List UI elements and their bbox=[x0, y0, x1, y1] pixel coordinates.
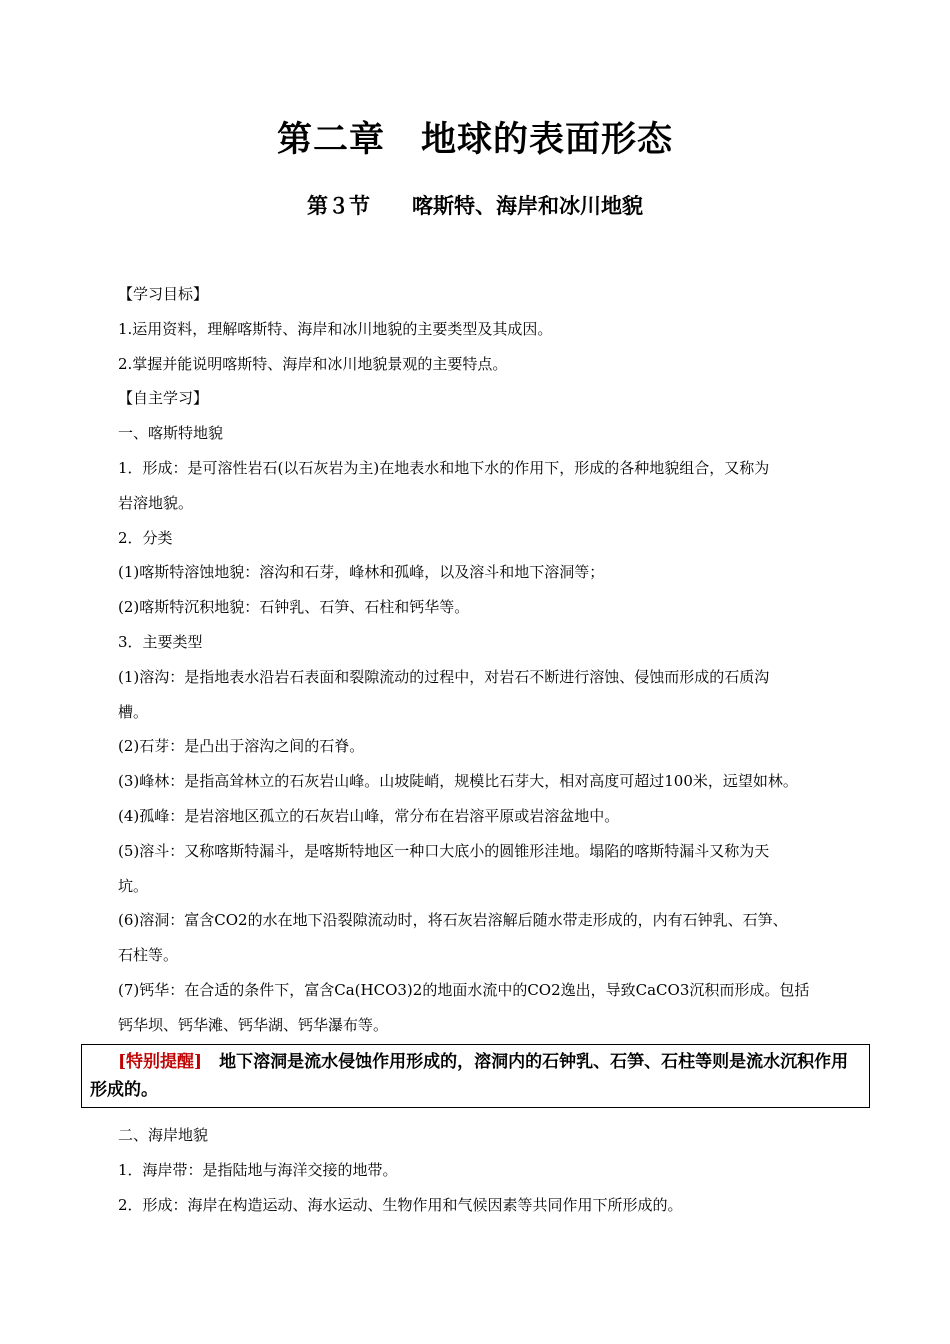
text-line: (2)喀斯特沉积地貌：石钟乳、石笋、石柱和钙华等。 bbox=[118, 598, 470, 617]
text-line: 坑。 bbox=[118, 876, 149, 895]
text-line: 2.掌握并能说明喀斯特、海岸和冰川地貌景观的主要特点。 bbox=[118, 354, 508, 373]
text-line: (1)溶沟：是指地表水沿岩石表面和裂隙流动的过程中，对岩石不断进行溶蚀、侵蚀而形成的石质沟 bbox=[118, 667, 770, 686]
text-line: 3．主要类型 bbox=[118, 632, 203, 651]
text-line: 钙华坝、钙华滩、钙华湖、钙华瀑布等。 bbox=[118, 1015, 389, 1034]
text-line: 岩溶地貌。 bbox=[118, 493, 194, 512]
text-line: 【自主学习】 bbox=[118, 389, 209, 408]
text-line: 2．形成：海岸在构造运动、海水运动、生物作用和气候因素等共同作用下所形成的。 bbox=[118, 1195, 683, 1214]
body-text-continued bbox=[118, 1118, 870, 1222]
text-line: (6)溶洞：富含CO2的水在地下沿裂隙流动时，将石灰岩溶解后随水带走形成的，内有石钟乳、石笋、 bbox=[118, 911, 788, 930]
special-reminder-tag: [特别提醒] bbox=[118, 1052, 203, 1072]
section-title: 第３节 喀斯特、海岸和冰川地貌 bbox=[307, 194, 643, 218]
text-line: 二、海岸地貌 bbox=[118, 1126, 209, 1144]
text-line: (2)石芽：是凸出于溶沟之间的石脊。 bbox=[118, 737, 365, 756]
text-line: (3)峰林：是指高耸林立的石灰岩山峰。山坡陡峭，规模比石芽大，相对高度可超过100米，远望如林。 bbox=[118, 772, 798, 791]
text-line: 1．形成：是可溶性岩石(以石灰岩为主)在地表水和地下水的作用下，形成的各种地貌组合，又称为 bbox=[118, 458, 770, 477]
special-reminder-box bbox=[81, 1044, 870, 1108]
text-line: 【学习目标】 bbox=[118, 285, 209, 303]
special-reminder-text: 地下溶洞是流水侵蚀作用形成的，溶洞内的石钟乳、石笋、石柱等则是流水沉积作用形成的。 bbox=[90, 1052, 849, 1100]
text-line: (5)溶斗：又称喀斯特漏斗，是喀斯特地区一种口大底小的圆锥形洼地。塌陷的喀斯特漏斗又称为天 bbox=[118, 841, 770, 860]
text-line: 一、喀斯特地貌 bbox=[118, 424, 224, 443]
text-line: 1．海岸带：是指陆地与海洋交接的地带。 bbox=[118, 1160, 398, 1179]
text-line: (1)喀斯特溶蚀地貌：溶沟和石芽，峰林和孤峰，以及溶斗和地下溶洞等； bbox=[118, 563, 605, 582]
text-line: (7)钙华：在合适的条件下，富含Ca(HCO3)2的地面水流中的CO2逸出，导致CaCO3沉积而形成。包括 bbox=[118, 980, 810, 999]
body-text bbox=[118, 277, 870, 1043]
chapter-title: 第二章 地球的表面形态 bbox=[276, 120, 673, 160]
text-line: 槽。 bbox=[118, 702, 149, 721]
text-line: 1.运用资料，理解喀斯特、海岸和冰川地貌的主要类型及其成因。 bbox=[118, 319, 553, 338]
text-line: 2．分类 bbox=[118, 528, 173, 547]
text-line: (4)孤峰：是岩溶地区孤立的石灰岩山峰，常分布在岩溶平原或岩溶盆地中。 bbox=[118, 806, 620, 825]
text-line: 石柱等。 bbox=[118, 946, 179, 965]
